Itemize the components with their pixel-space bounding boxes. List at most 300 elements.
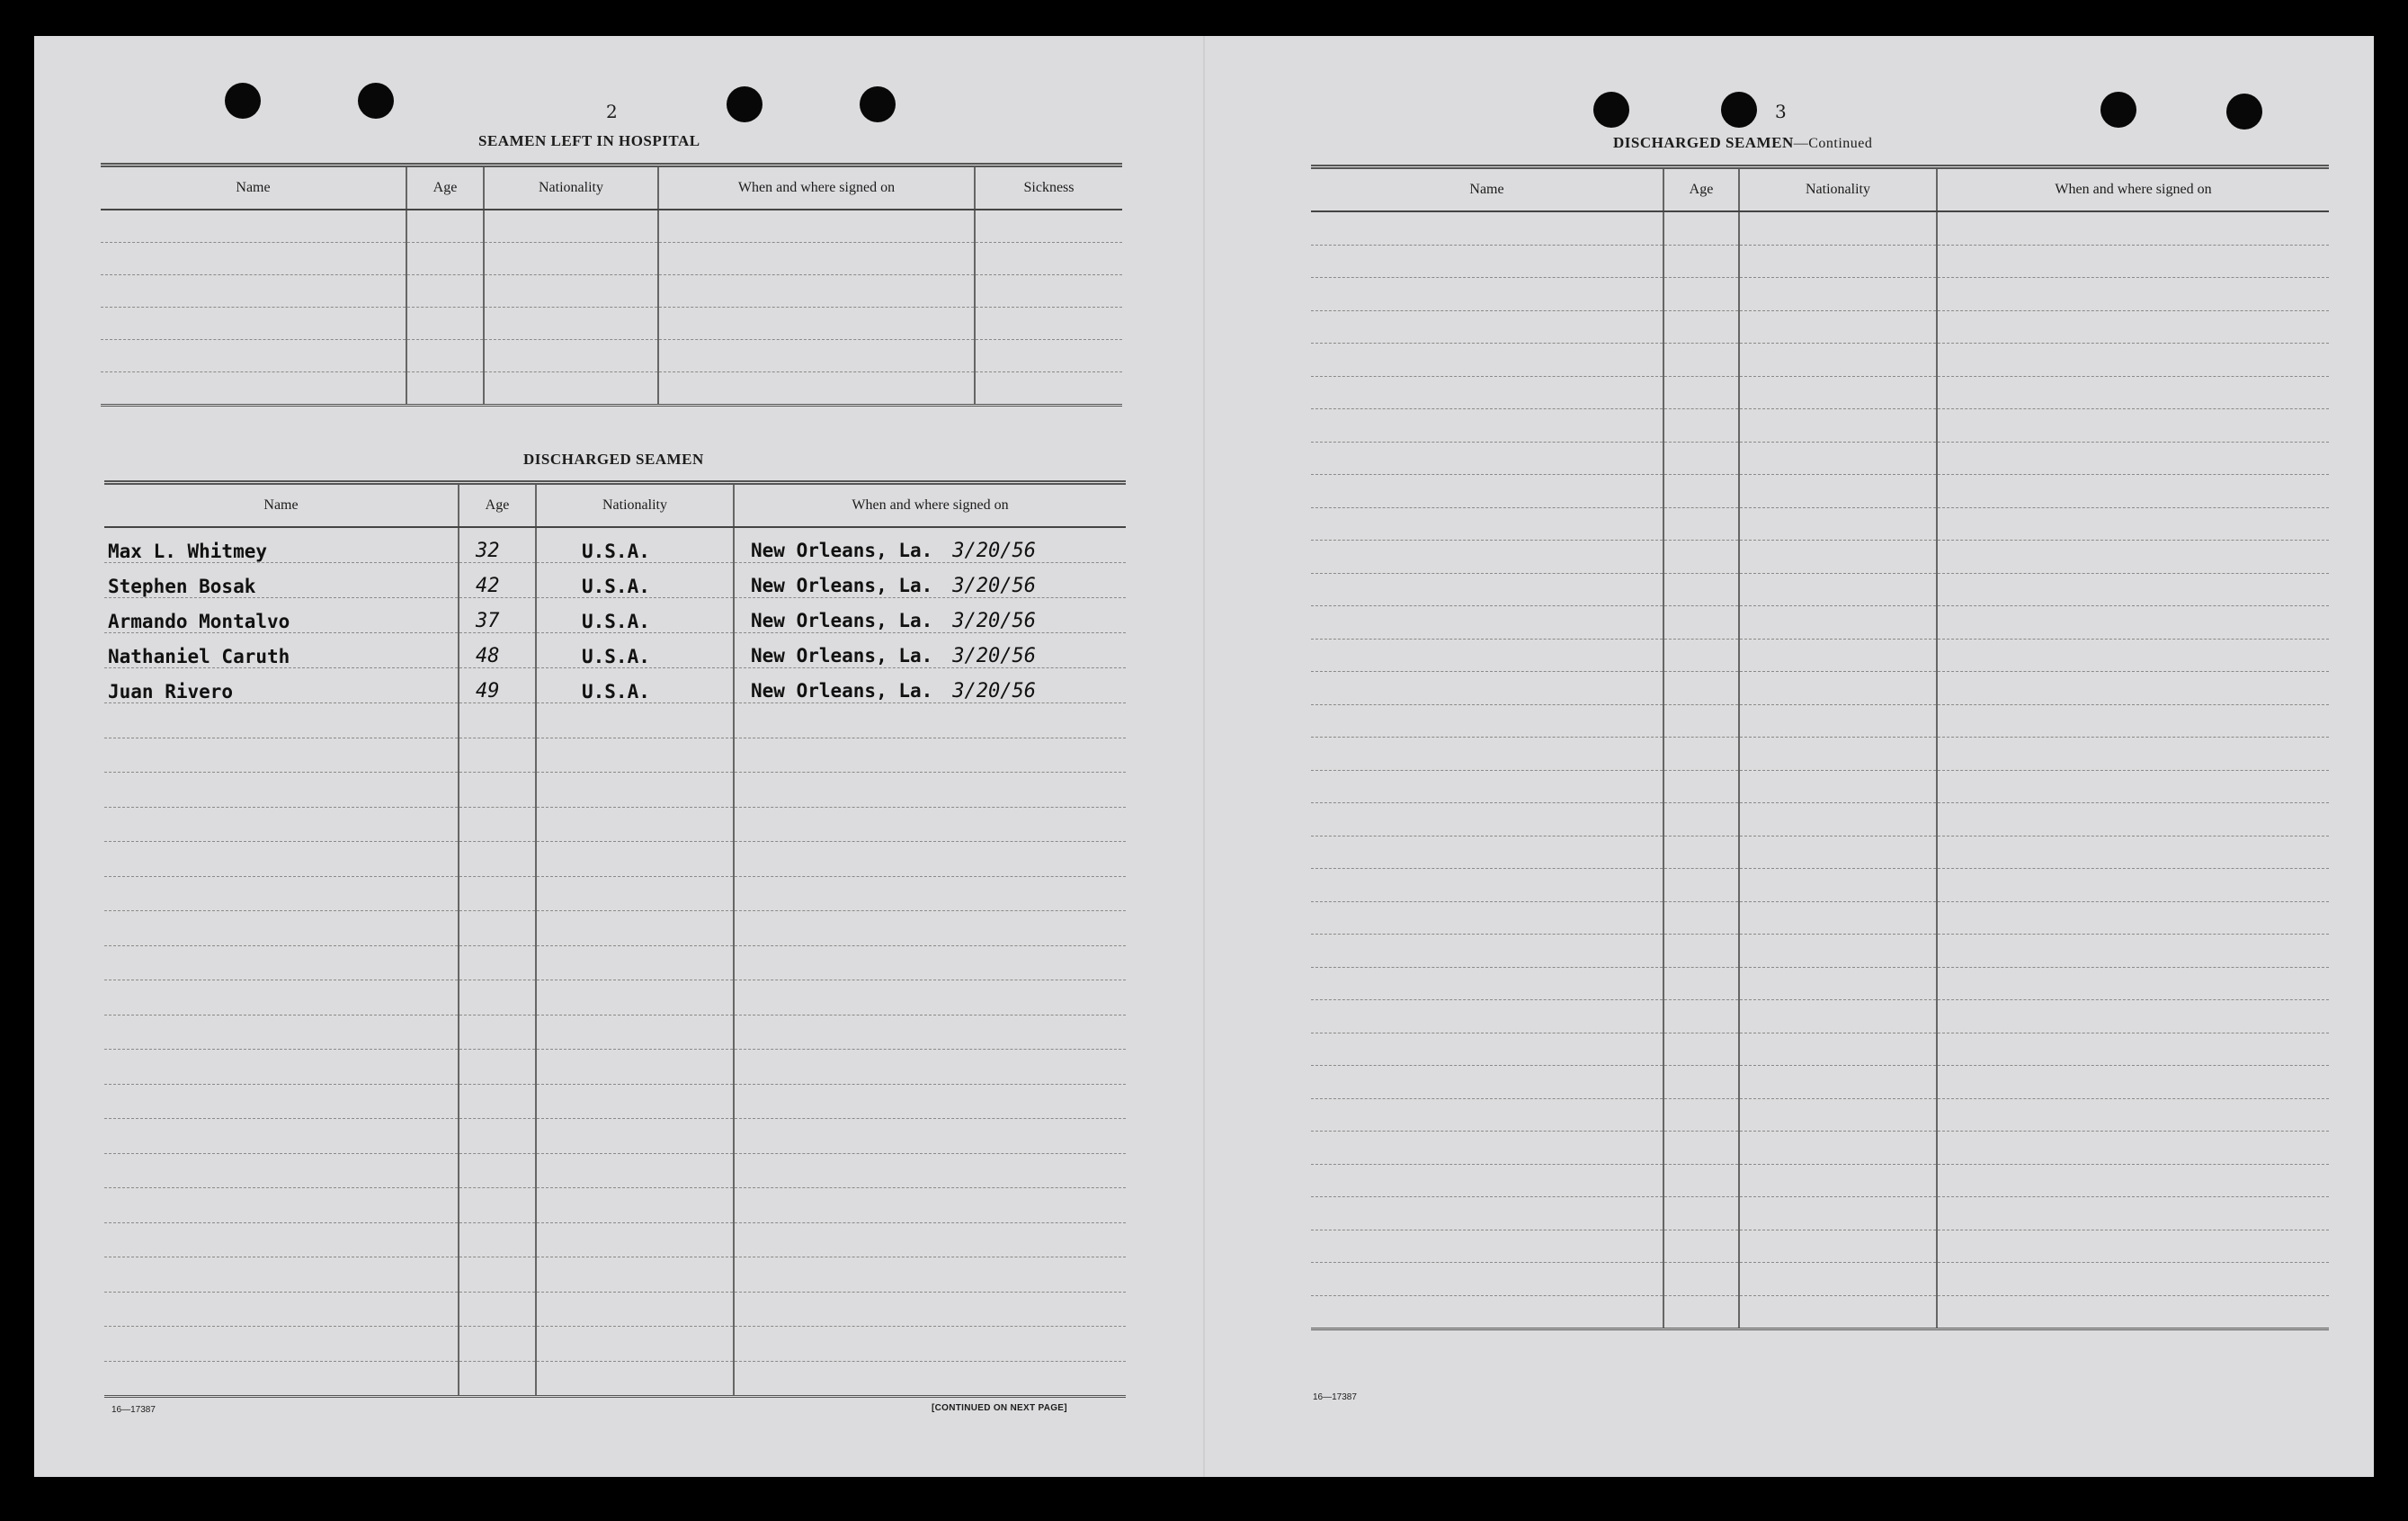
table-cell [1937,1164,2329,1197]
table-cell [1937,869,2329,902]
table-cell [1663,245,1739,278]
table-row [1311,1033,2329,1066]
table-cell [536,773,734,808]
table-cell [1311,1066,1663,1099]
table-cell [734,1327,1126,1362]
signed-on-date: 3/20/56 [952,645,1037,667]
table-cell [1739,967,1937,1000]
table-cell [1663,672,1739,705]
signed-on-place: New Orleans, La. [751,610,933,631]
column-header: Nationality [1739,167,1937,212]
table-cell [658,308,975,340]
table-cell [1739,869,1937,902]
table-cell [734,1084,1126,1119]
table-cell [1663,409,1739,443]
table-row [1311,475,2329,508]
table-row [1311,211,2329,245]
table-cell [484,308,658,340]
table-cell [1311,1000,1663,1033]
seaman-age: 49 [459,668,536,703]
page-number: 2 [606,101,618,122]
table-cell [459,1222,536,1257]
table-cell [1739,1295,1937,1329]
table-cell [536,842,734,877]
table-cell [1937,1033,2329,1066]
table-cell [1311,869,1663,902]
table-cell [1311,376,1663,409]
table-row [104,980,1126,1015]
table-cell [1663,770,1739,803]
table-cell [1311,704,1663,738]
table-cell [1663,935,1739,968]
table-cell [1739,541,1937,574]
right-page [1203,36,2374,1477]
table-row [1311,376,2329,409]
table-row [1311,409,2329,443]
table-cell [1311,1164,1663,1197]
seaman-name: Juan Rivero [104,668,459,703]
table-row [1311,344,2329,377]
table-cell [1311,344,1663,377]
table-cell [101,372,406,406]
table-row [1311,1098,2329,1132]
seaman-nationality: U.S.A. [536,668,734,703]
seaman-nationality: U.S.A. [536,527,734,563]
table-cell [406,243,484,275]
column-header: Nationality [536,483,734,528]
table-row [104,1188,1126,1223]
table-cell [734,842,1126,877]
table-cell [459,1050,536,1085]
table-row [101,243,1122,275]
table-cell [104,1084,459,1119]
table-cell [1739,1098,1937,1132]
table-row [104,1119,1126,1154]
table-cell [104,945,459,980]
table-cell [104,1292,459,1327]
table-cell [1663,1033,1739,1066]
column-header: Age [406,166,484,210]
table-cell [1739,606,1937,640]
signed-on-date: 3/20/56 [952,680,1037,702]
table-row [1311,770,2329,803]
table-row [101,340,1122,372]
table-cell [1937,967,2329,1000]
table-cell [975,210,1122,243]
table-cell [536,1327,734,1362]
signed-on-cell [734,527,1126,563]
table-cell [536,1153,734,1188]
table-row [1311,738,2329,771]
seaman-name: Nathaniel Caruth [104,633,459,668]
table-cell [104,703,459,738]
form-number: 16—17387 [1313,1392,1357,1402]
table-cell [536,1119,734,1154]
seaman-name: Max L. Whitmey [104,527,459,563]
table-row [1311,606,2329,640]
table-row [1311,836,2329,869]
table-cell [1937,639,2329,672]
table-cell [1663,606,1739,640]
table-row [1311,1164,2329,1197]
table-row [1311,672,2329,705]
table-cell [1663,1000,1739,1033]
table-cell [734,1257,1126,1293]
table-cell [536,1257,734,1293]
table-cell [1937,836,2329,869]
table-cell [459,945,536,980]
table-cell [1739,507,1937,541]
table-cell [536,1084,734,1119]
table-row [104,668,1126,703]
table-cell [104,1119,459,1154]
table-row [1311,442,2329,475]
table-cell [658,210,975,243]
table-row [1311,310,2329,344]
signed-on-cell [734,668,1126,703]
table-cell [1663,1066,1739,1099]
table-cell [459,842,536,877]
seaman-name: Armando Montalvo [104,598,459,633]
table-cell [734,1292,1126,1327]
table-cell [484,340,658,372]
table-cell [1739,245,1937,278]
table-row [1311,1263,2329,1296]
table-cell [1739,1066,1937,1099]
column-header: Sickness [975,166,1122,210]
signed-on-cell [734,563,1126,598]
table-cell [536,1222,734,1257]
table-cell [658,275,975,308]
table-cell [459,807,536,842]
table-cell [1739,211,1937,245]
table-row [1311,541,2329,574]
seaman-name: Stephen Bosak [104,563,459,598]
column-header: Nationality [484,166,658,210]
table-row [104,633,1126,668]
table-cell [101,275,406,308]
table-cell [1937,442,2329,475]
table-cell [1937,245,2329,278]
left-page [34,36,1203,1477]
table-cell [975,372,1122,406]
signed-on-date: 3/20/56 [952,575,1037,597]
table-cell [1937,211,2329,245]
table-cell [1311,803,1663,837]
table-cell [104,1050,459,1085]
table-cell [1311,1295,1663,1329]
seaman-nationality: U.S.A. [536,598,734,633]
column-header: Age [459,483,536,528]
hospital-table [101,163,1122,407]
table-cell [734,1050,1126,1085]
table-cell [1311,1098,1663,1132]
table-cell [975,340,1122,372]
table-row [101,275,1122,308]
table-cell [1937,672,2329,705]
table-row [104,1292,1126,1327]
table-cell [1663,967,1739,1000]
table-cell [1311,1033,1663,1066]
table-cell [1937,606,2329,640]
table-cell [1663,1132,1739,1165]
table-cell [1663,639,1739,672]
table-cell [101,308,406,340]
table-row [104,1050,1126,1085]
table-row [104,563,1126,598]
table-cell [1311,211,1663,245]
table-row [101,308,1122,340]
table-cell [1311,672,1663,705]
table-cell [459,703,536,738]
table-cell [459,1292,536,1327]
page-number: 3 [1775,101,1787,122]
table-cell [1739,442,1937,475]
table-cell [536,911,734,946]
table-cell [101,243,406,275]
table-cell [104,773,459,808]
table-cell [459,1327,536,1362]
table-cell [1739,278,1937,311]
table-cell [1663,541,1739,574]
table-cell [104,1257,459,1293]
table-cell [459,738,536,773]
form-number: 16—17387 [111,1405,156,1415]
table-row [104,738,1126,773]
table-cell [459,1361,536,1397]
table-cell [101,210,406,243]
table-cell [104,911,459,946]
table-cell [484,372,658,406]
table-cell [1937,1263,2329,1296]
table-cell [459,773,536,808]
table-cell [536,1292,734,1327]
table-cell [1937,310,2329,344]
table-cell [1739,310,1937,344]
table-cell [1663,738,1739,771]
table-cell [104,1361,459,1397]
table-row [1311,935,2329,968]
table-cell [1937,1000,2329,1033]
table-cell [734,773,1126,808]
discharged-continued-title [1613,134,1872,152]
table-cell [1937,1197,2329,1230]
table-cell [975,308,1122,340]
table-cell [459,1015,536,1050]
table-row [1311,507,2329,541]
table-cell [406,340,484,372]
table-cell [104,1222,459,1257]
table-cell [1663,803,1739,837]
table-cell [734,1015,1126,1050]
table-row [101,210,1122,243]
table-cell [459,876,536,911]
column-header: Name [104,483,459,528]
table-cell [536,703,734,738]
table-cell [536,807,734,842]
table-cell [1663,1098,1739,1132]
table-cell [104,1153,459,1188]
table-cell [1739,1000,1937,1033]
table-cell [734,1222,1126,1257]
table-cell [104,980,459,1015]
table-cell [1311,1263,1663,1296]
table-cell [1663,1164,1739,1197]
table-cell [1311,573,1663,606]
table-row [104,1361,1126,1397]
signed-on-cell [734,633,1126,668]
table-cell [459,1084,536,1119]
table-cell [1739,1033,1937,1066]
table-cell [1937,1230,2329,1263]
table-cell [658,340,975,372]
seaman-age: 42 [459,563,536,598]
table-cell [1311,935,1663,968]
table-cell [1311,770,1663,803]
table-cell [104,1327,459,1362]
form-sheet [34,36,2374,1477]
table-cell [104,807,459,842]
continued-note: [CONTINUED ON NEXT PAGE] [932,1403,1067,1413]
signed-on-cell [734,598,1126,633]
table-cell [484,210,658,243]
table-row [104,807,1126,842]
table-cell [459,1257,536,1293]
table-cell [1937,541,2329,574]
seaman-nationality: U.S.A. [536,563,734,598]
table-cell [1739,901,1937,935]
table-cell [1663,211,1739,245]
table-row [1311,639,2329,672]
table-cell [1937,901,2329,935]
table-cell [1311,507,1663,541]
seaman-age: 37 [459,598,536,633]
table-cell [104,876,459,911]
table-row [1311,803,2329,837]
signed-on-date: 3/20/56 [952,540,1037,562]
table-cell [1739,376,1937,409]
table-cell [406,308,484,340]
table-cell [459,1153,536,1188]
table-cell [734,1361,1126,1397]
table-cell [104,1188,459,1223]
table-cell [1663,704,1739,738]
table-row [1311,573,2329,606]
table-cell [536,1188,734,1223]
table-cell [1937,1098,2329,1132]
table-row [1311,967,2329,1000]
table-cell [1739,639,1937,672]
column-header: When and where signed on [658,166,975,210]
table-cell [1937,1066,2329,1099]
table-cell [104,738,459,773]
table-cell [1937,475,2329,508]
table-row [1311,1000,2329,1033]
table-cell [1937,935,2329,968]
table-cell [734,738,1126,773]
table-cell [1663,507,1739,541]
table-cell [1739,573,1937,606]
table-cell [1739,1230,1937,1263]
table-cell [734,980,1126,1015]
table-cell [1739,935,1937,968]
table-cell [1663,1263,1739,1296]
table-cell [1937,803,2329,837]
table-cell [1937,573,2329,606]
table-cell [1311,278,1663,311]
column-header: Name [1311,167,1663,212]
table-cell [1311,245,1663,278]
table-cell [1663,1230,1739,1263]
table-row [1311,901,2329,935]
table-cell [1663,475,1739,508]
table-cell [1739,738,1937,771]
table-cell [1663,310,1739,344]
table-row [1311,869,2329,902]
table-cell [1311,1132,1663,1165]
table-row [101,372,1122,406]
table-cell [1663,901,1739,935]
table-cell [734,1153,1126,1188]
seaman-age: 48 [459,633,536,668]
table-cell [484,275,658,308]
table-cell [1311,310,1663,344]
table-cell [1311,1230,1663,1263]
table-cell [536,1361,734,1397]
table-cell [1311,901,1663,935]
table-cell [975,275,1122,308]
column-header: Name [101,166,406,210]
table-row [1311,1230,2329,1263]
signed-on-place: New Orleans, La. [751,645,933,667]
table-cell [101,340,406,372]
table-cell [1937,344,2329,377]
table-row [104,842,1126,877]
table-cell [536,1050,734,1085]
table-cell [1739,803,1937,837]
table-cell [1937,278,2329,311]
table-cell [1311,541,1663,574]
table-cell [536,1015,734,1050]
table-cell [1311,442,1663,475]
table-cell [1311,967,1663,1000]
table-row [104,527,1126,563]
table-cell [104,1015,459,1050]
table-cell [406,210,484,243]
table-cell [1739,475,1937,508]
table-cell [1739,770,1937,803]
table-cell [1937,507,2329,541]
table-cell [734,807,1126,842]
table-cell [1739,1197,1937,1230]
table-cell [1739,1132,1937,1165]
table-cell [459,1188,536,1223]
table-row [104,876,1126,911]
table-cell [658,243,975,275]
discharged-continued-table [1311,165,2329,1330]
table-row [104,773,1126,808]
table-cell [1663,344,1739,377]
table-row [104,1084,1126,1119]
table-row [104,945,1126,980]
table-row [104,1327,1126,1362]
table-row [1311,1295,2329,1329]
table-cell [536,945,734,980]
table-cell [1937,409,2329,443]
table-row [1311,1197,2329,1230]
table-row [1311,245,2329,278]
signed-on-date: 3/20/56 [952,610,1037,632]
